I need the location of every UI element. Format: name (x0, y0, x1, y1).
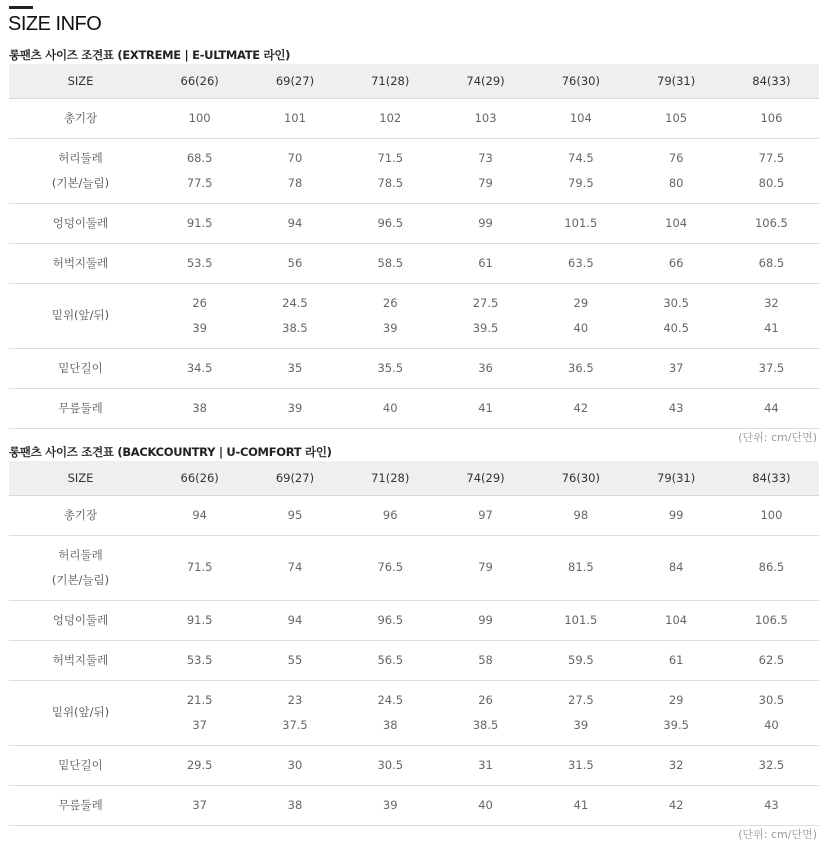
table-cell (533, 203, 628, 243)
cell-value: 91.5 (186, 612, 213, 627)
table-cell (533, 680, 628, 745)
cell-value: 103 (474, 110, 497, 125)
row-label (9, 535, 152, 600)
cell-value: 101 (283, 110, 306, 125)
table-cell (247, 283, 342, 348)
table-cell (247, 785, 342, 825)
table-cell (533, 98, 628, 138)
cell-value: 37 (668, 360, 684, 375)
header-cell: 66(26) (152, 461, 247, 495)
table-cell (247, 138, 342, 203)
cell-value: 66 (668, 255, 684, 270)
cell-value: 41 (573, 797, 589, 812)
table-cell (724, 348, 819, 388)
cell-value: 39 (573, 717, 589, 732)
row-label (9, 98, 152, 138)
cell-value: 41 (764, 320, 779, 335)
table-cell (152, 785, 247, 825)
header-cell: 71(28) (343, 461, 438, 495)
table-header-row (9, 461, 819, 495)
header-cell: 79(31) (628, 64, 723, 98)
cell-value: 62.5 (758, 652, 785, 667)
table-cell (724, 283, 819, 348)
table-cell (533, 388, 628, 428)
cell-value: 102 (379, 110, 402, 125)
cell-value: 96.5 (377, 215, 404, 230)
row-label-line: 밑단길이 (58, 757, 103, 772)
cell-value: 26 (192, 295, 207, 310)
table-cell (628, 495, 723, 535)
cell-value: 31.5 (568, 757, 594, 772)
table-cell (438, 600, 533, 640)
table-row (9, 138, 819, 203)
cell-value: 105 (665, 110, 688, 125)
table-cell (343, 243, 438, 283)
header-cell: 76(30) (533, 461, 628, 495)
table-cell (343, 535, 438, 600)
cell-value: 56.5 (377, 652, 404, 667)
cell-value: 30 (287, 757, 303, 772)
cell-value: 101.5 (564, 215, 598, 230)
cell-value: 26 (382, 295, 398, 310)
row-label (9, 785, 152, 825)
table-cell (533, 138, 628, 203)
cell-value: 81.5 (568, 560, 594, 574)
cell-value: 61 (478, 255, 493, 270)
cell-value: 91.5 (186, 215, 213, 230)
cell-value: 40 (764, 717, 779, 732)
table-cell (533, 243, 628, 283)
table-cell (247, 680, 342, 745)
row-label-line: 엉덩이둘레 (52, 612, 109, 627)
table-cell (343, 600, 438, 640)
table-row (9, 745, 819, 785)
table-cell (438, 98, 533, 138)
table-cell (628, 535, 723, 600)
cell-value: 55 (287, 652, 303, 667)
cell-value: 37.5 (282, 717, 308, 732)
cell-value: 40 (382, 400, 398, 415)
table-cell (533, 348, 628, 388)
table-cell (438, 138, 533, 203)
header-cell: 76(30) (533, 64, 628, 98)
cell-value: 38 (382, 717, 398, 732)
cell-value: 100 (188, 110, 211, 125)
cell-value: 61 (668, 652, 684, 667)
cell-value: 24.5 (282, 295, 308, 310)
row-label (9, 348, 152, 388)
header-cell-size: SIZE (9, 461, 152, 495)
cell-value: 29 (668, 692, 684, 707)
table-cell (343, 680, 438, 745)
table-row (9, 388, 819, 428)
cell-value: 36 (478, 360, 493, 375)
cell-value: 73 (478, 150, 493, 165)
table-cell (438, 680, 533, 745)
row-label-line: 총기장 (63, 507, 98, 522)
row-label (9, 680, 152, 745)
table-cell (247, 745, 342, 785)
cell-value: 43 (668, 400, 684, 415)
table-cell (438, 495, 533, 535)
cell-value: 24.5 (377, 692, 404, 707)
table-cell (724, 600, 819, 640)
cell-value: 40 (478, 797, 493, 812)
row-label-line: 총기장 (63, 110, 98, 125)
cell-value: 39 (287, 400, 303, 415)
table-cell (724, 203, 819, 243)
row-label (9, 388, 152, 428)
header-cell: 84(33) (724, 64, 819, 98)
table-row (9, 348, 819, 388)
cell-value: 86.5 (758, 560, 785, 574)
table-cell (628, 785, 723, 825)
row-label-line: 허리둘레 (58, 547, 103, 562)
table-cell (533, 640, 628, 680)
cell-value: 98 (573, 507, 589, 522)
table-cell (628, 203, 723, 243)
table-cell (152, 283, 247, 348)
table-cell (628, 640, 723, 680)
cell-value: 38 (192, 400, 207, 415)
row-label (9, 640, 152, 680)
row-label (9, 745, 152, 785)
table-cell (247, 98, 342, 138)
header-cell: 69(27) (247, 64, 342, 98)
cell-value: 68.5 (758, 255, 785, 270)
cell-value: 29.5 (186, 757, 213, 772)
table-cell (152, 495, 247, 535)
cell-value: 32 (764, 295, 779, 310)
row-label (9, 138, 152, 203)
cell-value: 70 (287, 150, 303, 165)
cell-value: 104 (665, 612, 688, 627)
cell-value: 78 (287, 175, 303, 190)
cell-value: 95 (287, 507, 303, 522)
cell-value: 40 (573, 320, 589, 335)
table-cell (152, 203, 247, 243)
table-cell (533, 535, 628, 600)
table-cell (343, 138, 438, 203)
size-section-extreme (9, 46, 819, 445)
cell-value: 106.5 (754, 215, 788, 230)
table-cell (438, 243, 533, 283)
cell-value: 56 (287, 255, 303, 270)
table-cell (724, 535, 819, 600)
cell-value: 36.5 (568, 360, 594, 375)
row-label-line: 무릎둘레 (58, 400, 103, 415)
table-cell (343, 388, 438, 428)
table-cell (628, 98, 723, 138)
cell-value: 84 (668, 560, 684, 574)
cell-value: 26 (478, 692, 493, 707)
table-cell (438, 283, 533, 348)
row-label (9, 203, 152, 243)
table-cell (724, 785, 819, 825)
row-label (9, 600, 152, 640)
table-row (9, 495, 819, 535)
table-cell (247, 640, 342, 680)
size-section-backcountry (9, 443, 819, 842)
cell-value: 39 (192, 320, 207, 335)
table-cell (628, 138, 723, 203)
row-label (9, 495, 152, 535)
cell-value: 96.5 (377, 612, 404, 627)
cell-value: 74.5 (568, 150, 594, 165)
table-cell (724, 680, 819, 745)
cell-value: 106.5 (754, 612, 788, 627)
table-cell (247, 535, 342, 600)
cell-value: 41 (478, 400, 493, 415)
table-cell (247, 600, 342, 640)
table-row (9, 600, 819, 640)
cell-value: 30.5 (663, 295, 689, 310)
table-row (9, 680, 819, 745)
unit-note: (단위: cm/단면) (738, 827, 817, 841)
table-cell (438, 348, 533, 388)
table-cell (533, 785, 628, 825)
table-cell (724, 243, 819, 283)
table-cell (343, 640, 438, 680)
title-accent-bar (9, 6, 33, 9)
page-title: SIZE INFO (8, 13, 102, 35)
size-table (9, 64, 819, 429)
table-cell (152, 535, 247, 600)
cell-value: 58.5 (377, 255, 404, 270)
cell-value: 53.5 (186, 652, 213, 667)
cell-value: 39 (382, 320, 398, 335)
cell-value: 96 (382, 507, 398, 522)
table-header-row (9, 64, 819, 98)
table-cell (247, 388, 342, 428)
cell-value: 32 (668, 757, 684, 772)
row-label (9, 283, 152, 348)
table-cell (343, 348, 438, 388)
cell-value: 77.5 (758, 150, 785, 165)
table-cell (152, 243, 247, 283)
cell-value: 99 (668, 507, 684, 522)
table-cell (533, 283, 628, 348)
cell-value: 38.5 (472, 717, 499, 732)
cell-value: 106 (760, 110, 783, 125)
table-cell (152, 98, 247, 138)
table-cell (438, 785, 533, 825)
row-label-line: (기본/늘림) (51, 572, 110, 587)
table-cell (628, 745, 723, 785)
cell-value: 59.5 (568, 652, 594, 667)
row-label-line: 허벅지둘레 (52, 652, 109, 667)
table-row (9, 203, 819, 243)
table-cell (724, 495, 819, 535)
table-cell (628, 348, 723, 388)
table-cell (152, 388, 247, 428)
table-cell (533, 495, 628, 535)
table-cell (438, 640, 533, 680)
header-cell: 74(29) (438, 461, 533, 495)
cell-value: 32.5 (758, 757, 785, 772)
cell-value: 39.5 (663, 717, 689, 732)
cell-value: 27.5 (568, 692, 594, 707)
header-cell: 79(31) (628, 461, 723, 495)
cell-value: 58 (478, 652, 493, 667)
table-cell (533, 745, 628, 785)
cell-value: 79 (478, 560, 493, 574)
table-cell (152, 348, 247, 388)
table-cell (438, 745, 533, 785)
cell-value: 37 (192, 717, 207, 732)
table-cell (438, 535, 533, 600)
cell-value: 97 (478, 507, 493, 522)
cell-value: 71.5 (377, 150, 404, 165)
table-cell (438, 203, 533, 243)
cell-value: 43 (764, 797, 779, 812)
row-label-line: 밑위(앞/뒤) (51, 308, 110, 322)
cell-value: 42 (668, 797, 684, 812)
table-row (9, 243, 819, 283)
table-row (9, 283, 819, 348)
cell-value: 76.5 (377, 560, 404, 574)
cell-value: 101.5 (564, 612, 598, 627)
row-label-line: 밑단길이 (58, 360, 103, 375)
table-cell (152, 680, 247, 745)
cell-value: 38.5 (282, 320, 308, 335)
cell-value: 99 (478, 215, 493, 230)
row-label-line: 허벅지둘레 (52, 255, 109, 270)
cell-value: 94 (287, 612, 303, 627)
cell-value: 38 (287, 797, 303, 812)
cell-value: 39.5 (472, 320, 499, 335)
cell-value: 68.5 (186, 150, 213, 165)
unit-note: (단위: cm/단면) (738, 430, 817, 444)
cell-value: 80 (668, 175, 684, 190)
cell-value: 78.5 (377, 175, 404, 190)
table-cell (343, 495, 438, 535)
table-cell (628, 243, 723, 283)
table-cell (247, 203, 342, 243)
row-label-line: 엉덩이둘레 (52, 215, 109, 230)
cell-value: 79 (478, 175, 493, 190)
cell-value: 27.5 (472, 295, 499, 310)
cell-value: 35.5 (377, 360, 404, 375)
table-cell (628, 283, 723, 348)
cell-value: 40.5 (663, 320, 689, 335)
table-cell (247, 495, 342, 535)
cell-value: 94 (192, 507, 207, 522)
cell-value: 30.5 (377, 757, 404, 772)
header-cell: 69(27) (247, 461, 342, 495)
table-cell (152, 745, 247, 785)
cell-value: 42 (573, 400, 589, 415)
cell-value: 94 (287, 215, 303, 230)
table-cell (628, 388, 723, 428)
header-cell: 66(26) (152, 64, 247, 98)
cell-value: 80.5 (758, 175, 785, 190)
cell-value: 77.5 (186, 175, 213, 190)
table-cell (533, 600, 628, 640)
cell-value: 29 (573, 295, 589, 310)
size-table-title: 롱팬츠 사이즈 조견표 (EXTREME | E-ULTMATE 라인) (9, 48, 291, 62)
header-cell: 74(29) (438, 64, 533, 98)
table-cell (343, 785, 438, 825)
cell-value: 23 (287, 692, 303, 707)
size-table (9, 461, 819, 826)
cell-value: 76 (668, 150, 684, 165)
table-cell (724, 138, 819, 203)
table-row (9, 640, 819, 680)
cell-value: 21.5 (186, 692, 213, 707)
table-cell (152, 138, 247, 203)
row-label-line: 무릎둘레 (58, 797, 103, 812)
cell-value: 53.5 (186, 255, 213, 270)
cell-value: 100 (760, 507, 783, 522)
table-cell (343, 203, 438, 243)
table-cell (724, 640, 819, 680)
cell-value: 39 (382, 797, 398, 812)
header-cell-size: SIZE (9, 64, 152, 98)
cell-value: 63.5 (568, 255, 594, 270)
cell-value: 35 (287, 360, 303, 375)
row-label-line: (기본/늘림) (51, 175, 110, 190)
table-cell (438, 388, 533, 428)
table-row (9, 785, 819, 825)
cell-value: 30.5 (758, 692, 785, 707)
cell-value: 104 (665, 215, 688, 230)
table-cell (628, 600, 723, 640)
table-cell (247, 243, 342, 283)
table-cell (628, 680, 723, 745)
header-cell: 84(33) (724, 461, 819, 495)
cell-value: 44 (764, 400, 779, 415)
table-cell (724, 745, 819, 785)
row-label-line: 허리둘레 (58, 150, 103, 165)
table-cell (247, 348, 342, 388)
table-cell (152, 600, 247, 640)
table-cell (152, 640, 247, 680)
cell-value: 37 (192, 797, 207, 812)
header-cell: 71(28) (343, 64, 438, 98)
table-cell (724, 388, 819, 428)
cell-value: 79.5 (568, 175, 594, 190)
cell-value: 31 (478, 757, 493, 772)
cell-value: 37.5 (758, 360, 785, 375)
row-label-line: 밑위(앞/뒤) (51, 705, 110, 719)
table-cell (343, 98, 438, 138)
row-label (9, 243, 152, 283)
cell-value: 71.5 (186, 560, 213, 574)
table-cell (343, 745, 438, 785)
table-cell (724, 98, 819, 138)
table-cell (343, 283, 438, 348)
cell-value: 99 (478, 612, 493, 627)
cell-value: 34.5 (186, 360, 213, 375)
cell-value: 104 (569, 110, 592, 125)
table-row (9, 535, 819, 600)
cell-value: 74 (287, 560, 303, 574)
size-table-title: 롱팬츠 사이즈 조견표 (BACKCOUNTRY | U-COMFORT 라인) (9, 445, 332, 459)
table-row (9, 98, 819, 138)
